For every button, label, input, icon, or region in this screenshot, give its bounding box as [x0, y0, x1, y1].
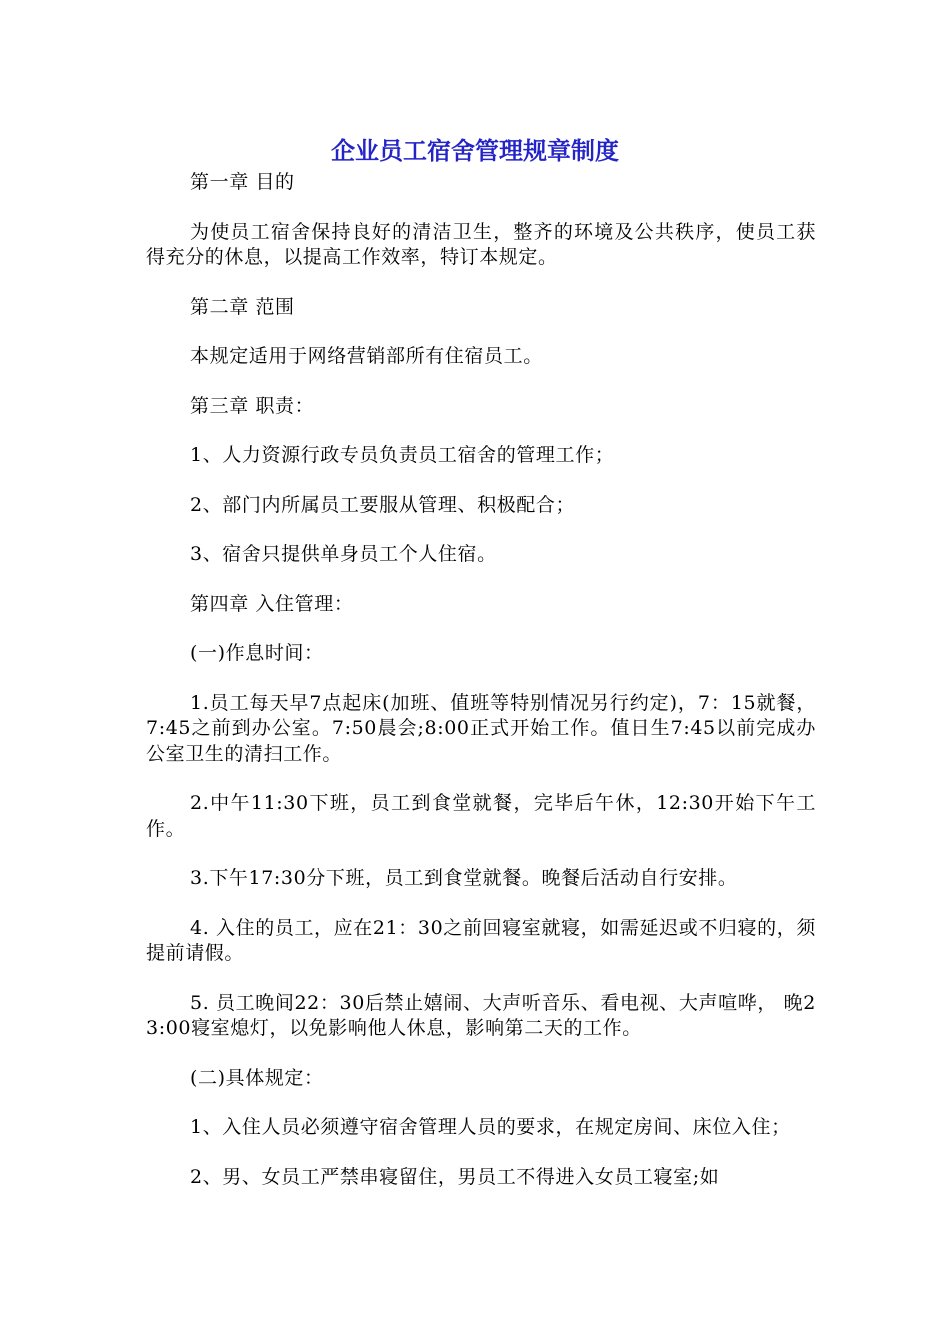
list-item: 4. 入住的员工，应在21：30之前回寝室就寝，如需延迟或不归寝的，须提前请假。 — [146, 916, 816, 964]
document-title: 企业员工宿舍管理规章制度 — [331, 137, 619, 165]
list-item: 3.下午17:30分下班，员工到食堂就餐。晚餐后活动自行安排。 — [190, 867, 738, 889]
list-item: 3、宿舍只提供单身员工个人住宿。 — [190, 543, 497, 565]
section-heading: (一)作息时间： — [190, 642, 324, 664]
list-item: 2.中午11:30下班，员工到食堂就餐，完毕后午休，12:30开始下午工作。 — [146, 792, 816, 840]
chapter-heading: 第二章 范围 — [190, 295, 295, 318]
section-heading: (二)具体规定： — [190, 1066, 324, 1089]
list-item: 1、入住人员必须遵守宿舍管理人员的要求，在规定房间、床位入住； — [190, 1116, 791, 1138]
chapter-heading: 第一章 目的 — [190, 171, 295, 193]
chapter-heading: 第三章 职责： — [190, 394, 315, 417]
list-item: 1.员工每天早7点起床(加班、值班等特别情况另行约定)，7：15就餐，7:45之前到办公室。7:50晨会;8:00正式开始工作。值日生7:45以前完成办公室卫生的清扫工作。 — [146, 691, 816, 765]
chapter-heading: 第四章 入住管理： — [190, 592, 354, 615]
list-item: 5. 员工晚间22：30后禁止嬉闹、大声听音乐、看电视、大声喧哗， 晚23:00寝室熄灯，以免影响他人休息，影响第二天的工作。 — [146, 991, 816, 1039]
paragraph: 本规定适用于网络营销部所有住宿员工。 — [190, 345, 543, 367]
document-body — [146, 170, 816, 1190]
list-item: 2、部门内所属员工要服从管理、积极配合； — [190, 493, 576, 516]
list-item: 2、男、女员工严禁串寝留住，男员工不得进入女员工寝室;如 — [190, 1165, 720, 1188]
paragraph: 为使员工宿舍保持良好的清洁卫生，整齐的环境及公共秩序，使员工获得充分的休息，以提高工作效率，特订本规定。 — [146, 220, 816, 268]
list-item: 1、人力资源行政专员负责员工宿舍的管理工作； — [190, 444, 615, 466]
